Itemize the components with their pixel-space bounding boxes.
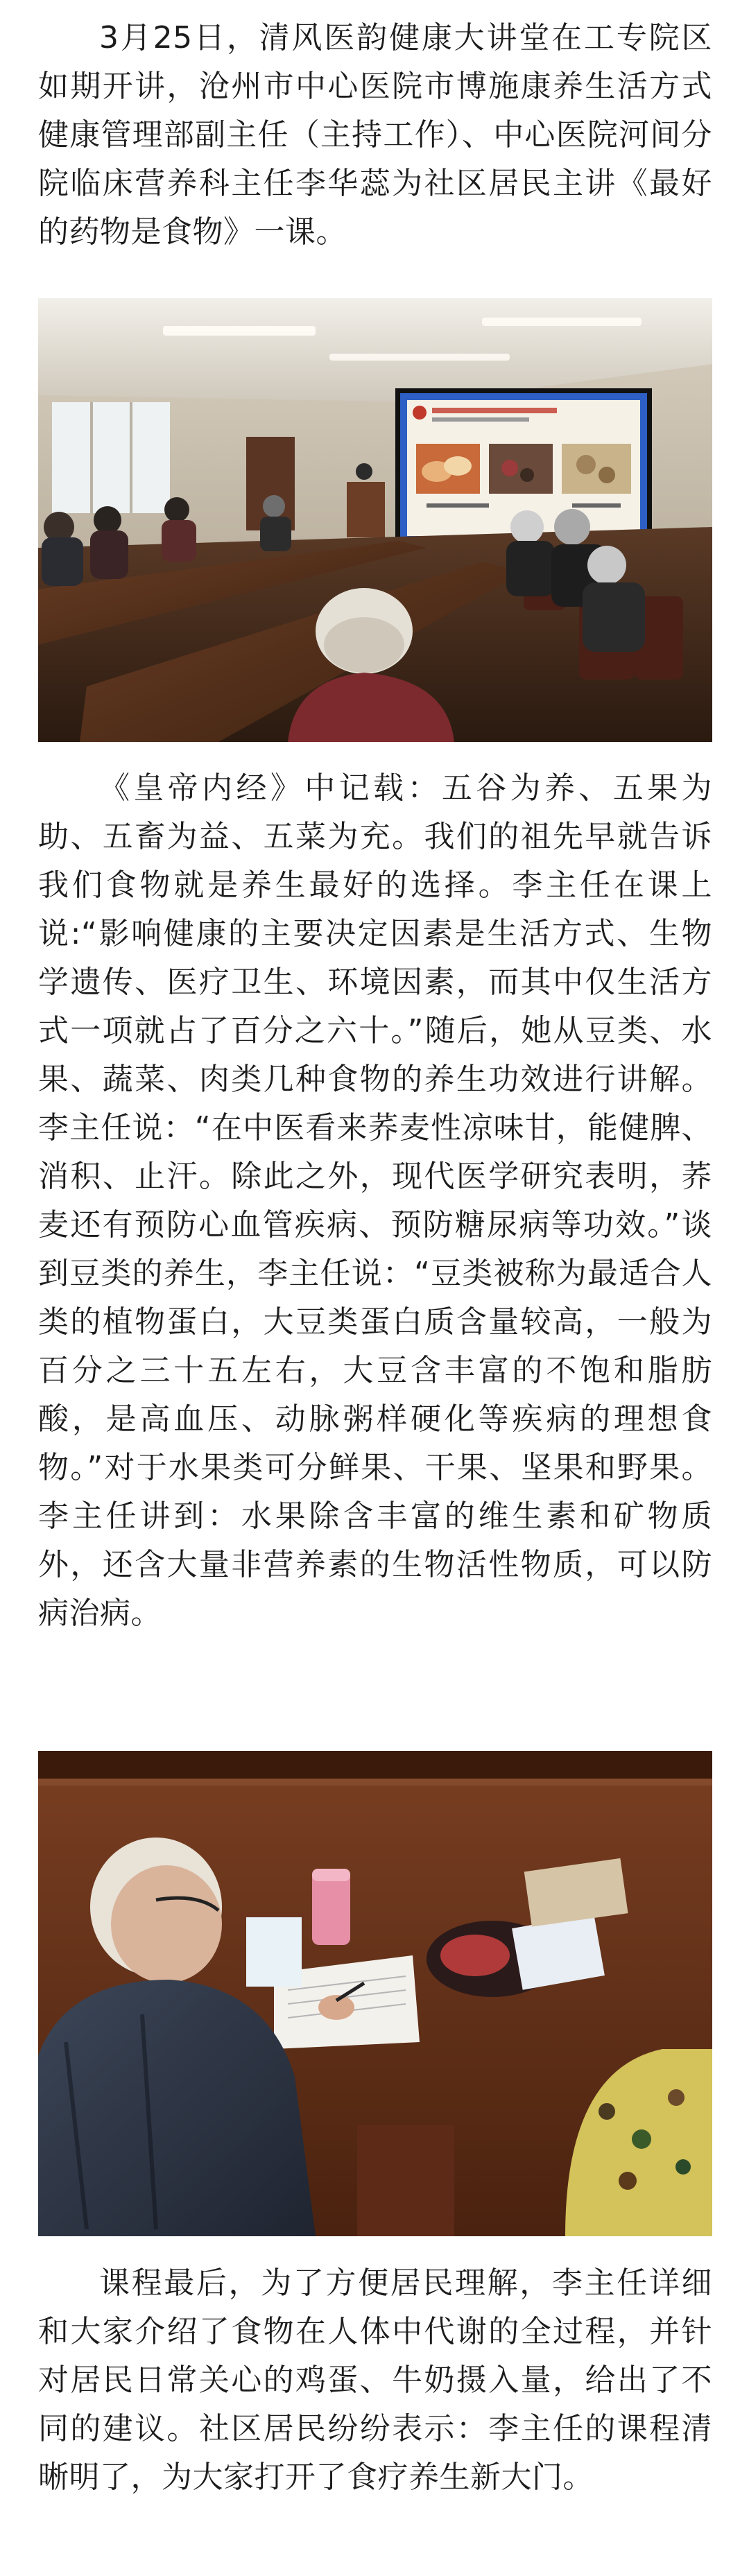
lecture-hall-photo <box>38 298 712 742</box>
lecture-hall-image <box>38 298 712 742</box>
paragraph-conclusion: 课程最后，为了方便居民理解，李主任详细和大家介绍了食物在人体中代谢的全过程，并针对居民日常关心的鸡蛋、牛奶摄入量，给出了不同的建议。社区居民纷纷表示：李主任的课程清晰明了，为大家打开了食疗养生新大门。 <box>38 2265 712 2495</box>
paragraph-lecture-content: 《皇帝内经》中记载：五谷为养、五果为助、五畜为益、五菜为充。我们的祖先早就告诉我们食物就是养生最好的选择。李主任在课上说:“影响健康的主要决定因素是生活方式、生物学遗传、医疗卫生、环境因素，而其中仅生活方式一项就占了百分之六十。”随后，她从豆类、水果、蔬菜、肉类几种食物的养生功效进行讲解。李主任说：“在中医看来荞麦性凉味甘，能健脾、消积、止汗。除此之外，现代医学研究表明，荞麦还有预防心血管疾病、预防糖尿病等功效。”谈到豆类的养生，李主任说：“豆类被称为最适合人类的植物蛋白，大豆类蛋白质含量较高，一般为百分之三十五左右，大豆含丰富的不饱和脂肪酸，是高血压、动脉粥样硬化等疾病的理想食物。”对于水果类可分鲜果、干果、坚果和野果。李主任讲到：水果除含丰富的维生素和矿物质外，还含大量非营养素的生物活性物质，可以防病治病。 <box>38 770 712 1631</box>
residents-notes-photo <box>38 1751 712 2236</box>
paragraph-intro: 3月25日，清风医韵健康大讲堂在工专院区如期开讲，沧州市中心医院市博施康养生活方式健康管理部副主任（主持工作）、中心医院河间分院临床营养科主任李华蕊为社区居民主讲《最好的药物是食物》一课。 <box>38 20 712 250</box>
residents-notes-image <box>38 1751 712 2236</box>
